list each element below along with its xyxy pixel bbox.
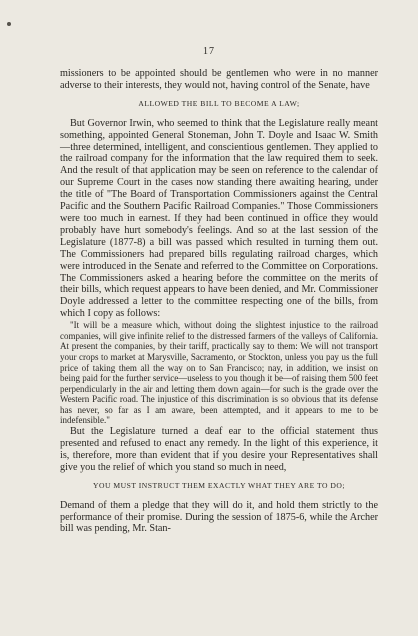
block-quote: "It will be a measure which, without doing the slightest injustice to the railroad companies, will give infinite relief to the distressed farmers of the valleys of California. At present the companies, by their tariff, practically say to them: We will not transport your crops to market at Marysville, Sacramento, or Stockton, unless you pay us the full price of taking them all the way on to San Francisco; nay, in addition, we insist on being paid for the further service—useless to you though it be—of raising them 500 feet perpendicularly in the air and letting them down again—for such is the grade over the Western Pacific road. The injustice of this discrimination is so obvious that its defense has never, so far as I am aware, been attempted, and it appears to me to be indefensible.": [60, 320, 378, 426]
paragraph-1: But Governor Irwin, who seemed to think that the Legislature really meant something, appointed General Stoneman, John T. Doyle and Isaac W. Smith—three determined, intelligent, and conscientious gentlemen. They applied to the railroad company for the information that the law required them to seek. And the result of that application may be seen on reference to the calendar of our Supreme Court in the cases now standing there awaiting hearing, under the title of "The Board of Transportation Commissioners against the Central Pacific and the Southern Pacific Railroad Companies." Those Commissioners were too much in earnest. If they had been continued in office they would probably have hurt somebody's feelings. And so at the last session of the Legislature (1877-8) a bill was passed which resulted in turning them out. The Commissioners had prepared bills regulating railroad charges, which were introduced in the Senate and referred to the Committee on Corporations. The Commissioners asked a hearing before the committee on the merits of their bills, which request appears to have been denied, and Mr. Commissioner Doyle addressed a letter to the committee respecting one of the bills, from which I copy as follows:: [60, 117, 378, 320]
margin-dot: [7, 22, 11, 26]
opening-paragraph: missioners to be appointed should be gentlemen who were in no manner adverse to their interests, they would not, having control of the Senate, have: [60, 68, 378, 91]
page-number: 17: [203, 46, 215, 57]
section-heading-2: YOU MUST INSTRUCT THEM EXACTLY WHAT THEY ARE TO DO;: [93, 480, 345, 490]
body-text: [60, 68, 378, 535]
paragraph-3: Demand of them a pledge that they will do it, and hold them strictly to the performance of their promise. During the session of 1875-6, while the Archer bill was pending, Mr. Stan-: [60, 499, 378, 535]
section-heading-1: ALLOWED THE BILL TO BECOME A LAW;: [138, 98, 300, 108]
paragraph-2: But the Legislature turned a deaf ear to the official statement thus presented and refused to enact any remedy. In the light of this experience, it is, therefore, more than evident that if you desire your Representatives shall give you the relief of which you stand so much in need,: [60, 426, 378, 473]
